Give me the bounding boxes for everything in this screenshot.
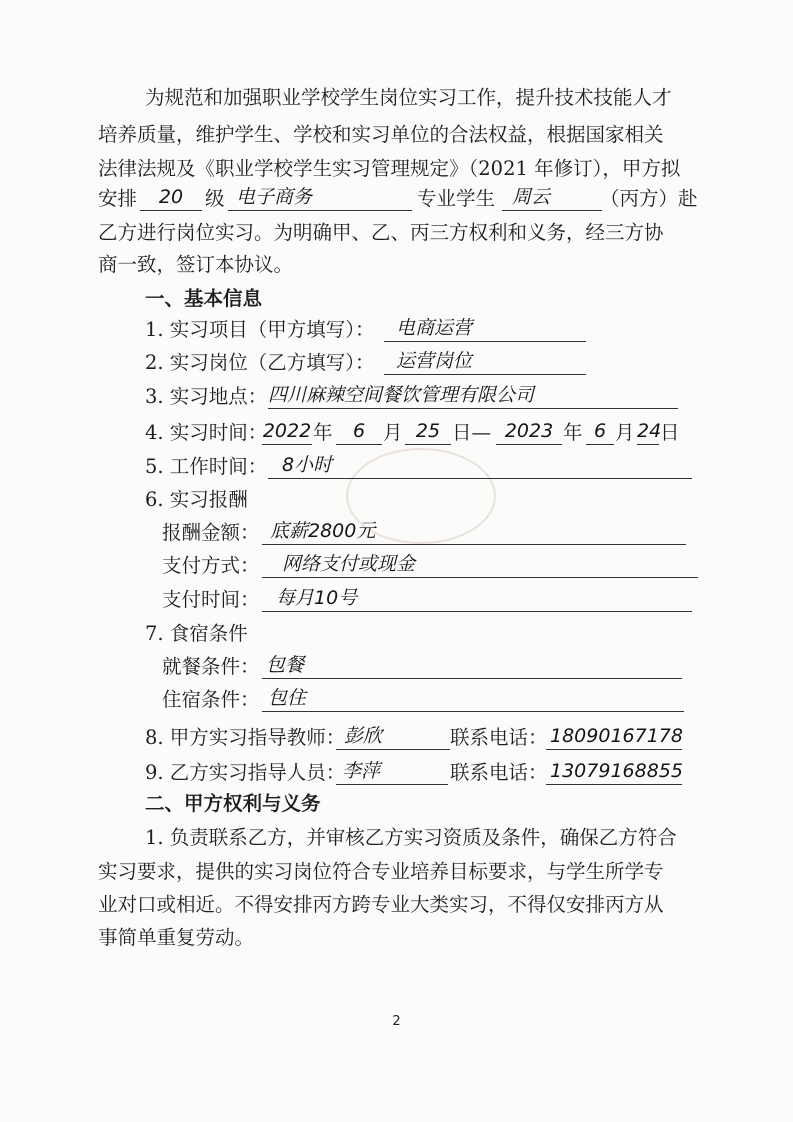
intro-line-1: 为规范和加强职业学校学生岗位实习工作，提升技术技能人才 — [145, 86, 672, 109]
board-label: 7. 食宿条件 — [145, 622, 248, 645]
hours-field: 8小时 — [268, 452, 692, 479]
lodging-label: 住宿条件： — [162, 688, 260, 711]
start-year-field: 2022 — [262, 418, 312, 445]
end-year-char: 年 — [563, 421, 583, 444]
intro-line-6-text: 商一致，签订本协议。 — [98, 253, 294, 276]
start-day-dash: 日— — [452, 421, 492, 444]
end-day-field: 24 — [637, 418, 659, 445]
mentor-label: 9. 乙方实习指导人员： — [145, 761, 346, 784]
pay-amount-label: 报酬金额： — [162, 521, 260, 544]
section-2-heading-text: 二、甲方权利与义务 — [145, 792, 321, 815]
section-2-line-2-text: 实习要求，提供的实习岗位符合专业培养目标要求，与学生所学专 — [98, 860, 664, 883]
intro-line-4-prefix: 安排 — [98, 187, 138, 210]
page-number: 2 — [392, 1014, 401, 1029]
end-month-char: 月 — [615, 421, 635, 444]
major-field: 电子商务 — [228, 184, 412, 211]
end-year-field: 2023 — [496, 418, 562, 445]
position-label: 2. 实习岗位（乙方填写）： — [145, 351, 375, 374]
section-2-line-3-text: 业对口或相近。不得安排丙方跨专业大类实习，不得仅安排丙方从 — [98, 893, 664, 916]
pay-method-field: 网络支付或现金 — [262, 551, 698, 578]
student-name-field: 周云 — [502, 184, 602, 211]
start-month-char: 月 — [383, 421, 403, 444]
major-suffix: 专业学生 — [417, 187, 496, 210]
pay-amount-field: 底薪2800元 — [262, 518, 686, 545]
lodging-field: 包住 — [262, 685, 684, 712]
meal-label: 就餐条件： — [162, 655, 260, 678]
location-label: 3. 实习地点： — [145, 385, 268, 408]
end-month-field: 6 — [586, 418, 614, 445]
start-month-field: 6 — [336, 418, 382, 445]
teacher-phone-label: 联系电话： — [450, 726, 548, 749]
teacher-field: 彭欣 — [336, 723, 450, 750]
grade-field: 20 — [140, 184, 202, 211]
start-year-char: 年 — [313, 421, 333, 444]
hours-label: 5. 工作时间： — [145, 455, 268, 478]
pay-time-field: 每月10号 — [262, 585, 692, 612]
intro-line-5-text: 乙方进行岗位实习。为明确甲、乙、丙三方权利和义务，经三方协 — [98, 221, 664, 244]
meal-field: 包餐 — [262, 652, 682, 679]
location-field: 四川麻辣空间餐饮管理有限公司 — [268, 382, 678, 409]
start-day-field: 25 — [405, 418, 451, 445]
grade-suffix: 级 — [205, 187, 225, 210]
time-label: 4. 实习时间： — [145, 421, 268, 444]
project-field: 电商运营 — [384, 315, 586, 342]
mentor-field: 李萍 — [336, 758, 448, 785]
pay-method-label: 支付方式： — [162, 554, 260, 577]
student-suffix: （丙方）赴 — [600, 187, 698, 210]
end-day-char: 日 — [660, 421, 680, 444]
position-field: 运营岗位 — [384, 348, 586, 375]
teacher-label: 8. 甲方实习指导教师： — [145, 726, 346, 749]
intro-line-3-text: 法律法规及《职业学校学生实习管理规定》（2021 年修订），甲方拟 — [98, 157, 681, 180]
pay-label: 6. 实习报酬 — [145, 488, 248, 511]
section-2-line-1-text: 1. 负责联系乙方，并审核乙方实习资质及条件，确保乙方符合 — [145, 826, 677, 849]
teacher-phone-field: 18090167178 — [546, 723, 682, 750]
section-2-line-4-text: 事简单重复劳动。 — [98, 926, 255, 949]
section-1-heading-text: 一、基本信息 — [145, 287, 263, 310]
intro-line-2-text: 培养质量，维护学生、学校和实习单位的合法权益，根据国家相关 — [98, 123, 664, 146]
mentor-phone-field: 13079168855 — [546, 758, 682, 785]
pay-time-label: 支付时间： — [162, 588, 260, 611]
mentor-phone-label: 联系电话： — [450, 761, 548, 784]
project-label: 1. 实习项目（甲方填写）： — [145, 318, 375, 341]
